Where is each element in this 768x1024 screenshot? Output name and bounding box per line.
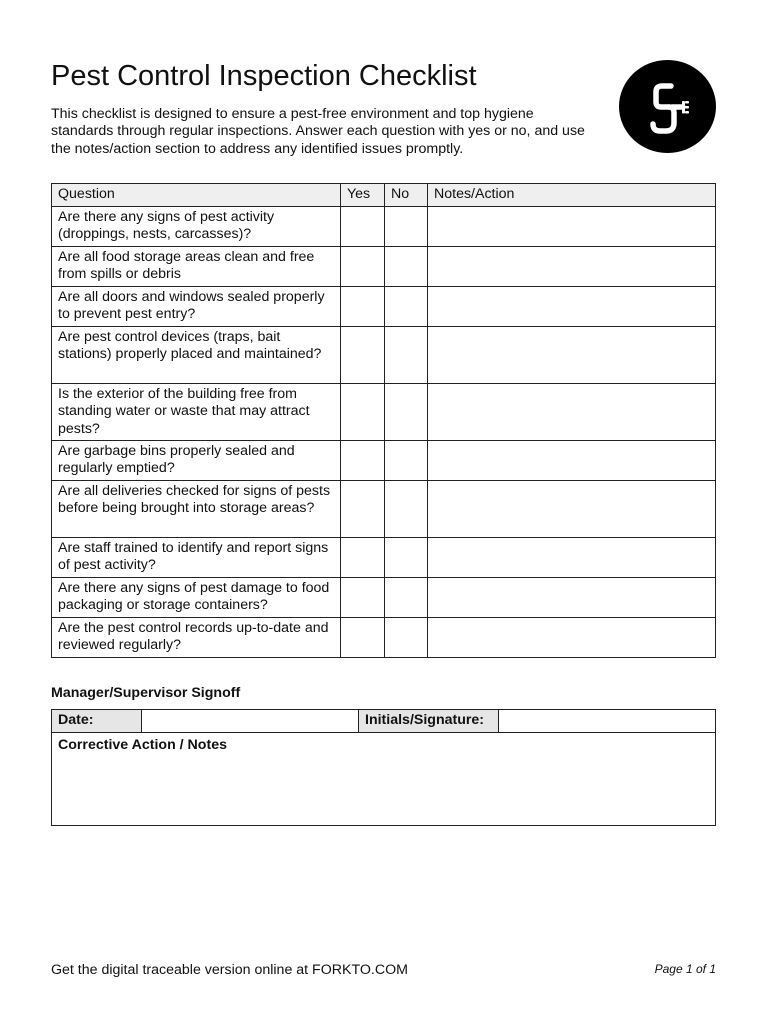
notes-cell[interactable] [428,207,716,247]
table-row [52,207,716,247]
header-no: No [385,184,428,207]
table-row [52,481,716,538]
yes-cell[interactable] [341,441,385,481]
corrective-label: Corrective Action / Notes [58,737,227,753]
notes-cell[interactable] [428,481,716,538]
notes-cell[interactable] [428,247,716,287]
question-cell: Are staff trained to identify and report signs of pest activity? [52,538,341,578]
no-cell[interactable] [385,247,428,287]
question-cell: Are garbage bins properly sealed and regularly emptied? [52,441,341,481]
no-cell[interactable] [385,578,428,618]
header-yes: Yes [341,184,385,207]
no-cell[interactable] [385,441,428,481]
notes-cell[interactable] [428,538,716,578]
yes-cell[interactable] [341,538,385,578]
question-cell: Are there any signs of pest damage to food packaging or storage containers? [52,578,341,618]
table-row [52,384,716,441]
question-cell: Are there any signs of pest activity (droppings, nests, carcasses)? [52,207,341,247]
question-cell: Are pest control devices (traps, bait stations) properly placed and maintained? [52,327,341,384]
no-cell[interactable] [385,327,428,384]
checklist-header-row [52,184,716,207]
date-label: Date: [52,710,142,732]
yes-cell[interactable] [341,207,385,247]
table-row [52,327,716,384]
date-field[interactable] [142,710,359,732]
yes-cell[interactable] [341,327,385,384]
forkto-logo-icon [619,60,716,153]
table-row [52,287,716,327]
yes-cell[interactable] [341,247,385,287]
no-cell[interactable] [385,384,428,441]
notes-cell[interactable] [428,287,716,327]
no-cell[interactable] [385,207,428,247]
no-cell[interactable] [385,538,428,578]
notes-cell[interactable] [428,384,716,441]
signoff-row [52,710,715,733]
table-row [52,578,716,618]
header-notes: Notes/Action [428,184,716,207]
footer-link[interactable]: Get the digital traceable version online at FORKTO.COM [51,962,408,978]
yes-cell[interactable] [341,384,385,441]
question-cell: Are all doors and windows sealed properly to prevent pest entry? [52,287,341,327]
table-row [52,441,716,481]
initials-label: Initials/Signature: [359,710,499,732]
table-row [52,618,716,658]
notes-cell[interactable] [428,618,716,658]
question-cell: Are all deliveries checked for signs of pests before being brought into storage areas? [52,481,341,538]
no-cell[interactable] [385,481,428,538]
header-question: Question [52,184,341,207]
initials-field[interactable] [499,710,715,732]
yes-cell[interactable] [341,481,385,538]
table-row [52,247,716,287]
table-row [52,538,716,578]
intro-text: This checklist is designed to ensure a pest-free environment and top hygiene standards through regular inspections. Answer each question with yes or no, and use the notes/action section to address any identified issues promptly. [51,106,585,157]
notes-cell[interactable] [428,441,716,481]
yes-cell[interactable] [341,287,385,327]
no-cell[interactable] [385,287,428,327]
question-cell: Are all food storage areas clean and free from spills or debris [52,247,341,287]
yes-cell[interactable] [341,618,385,658]
question-cell: Are the pest control records up-to-date and reviewed regularly? [52,618,341,658]
page-number: Page 1 of 1 [654,962,716,976]
checklist-table [51,183,716,658]
notes-cell[interactable] [428,327,716,384]
yes-cell[interactable] [341,578,385,618]
question-cell: Is the exterior of the building free from standing water or waste that may attract pests? [52,384,341,441]
page-title: Pest Control Inspection Checklist [51,60,477,92]
signoff-box [51,709,716,826]
no-cell[interactable] [385,618,428,658]
signoff-title: Manager/Supervisor Signoff [51,685,241,701]
notes-cell[interactable] [428,578,716,618]
